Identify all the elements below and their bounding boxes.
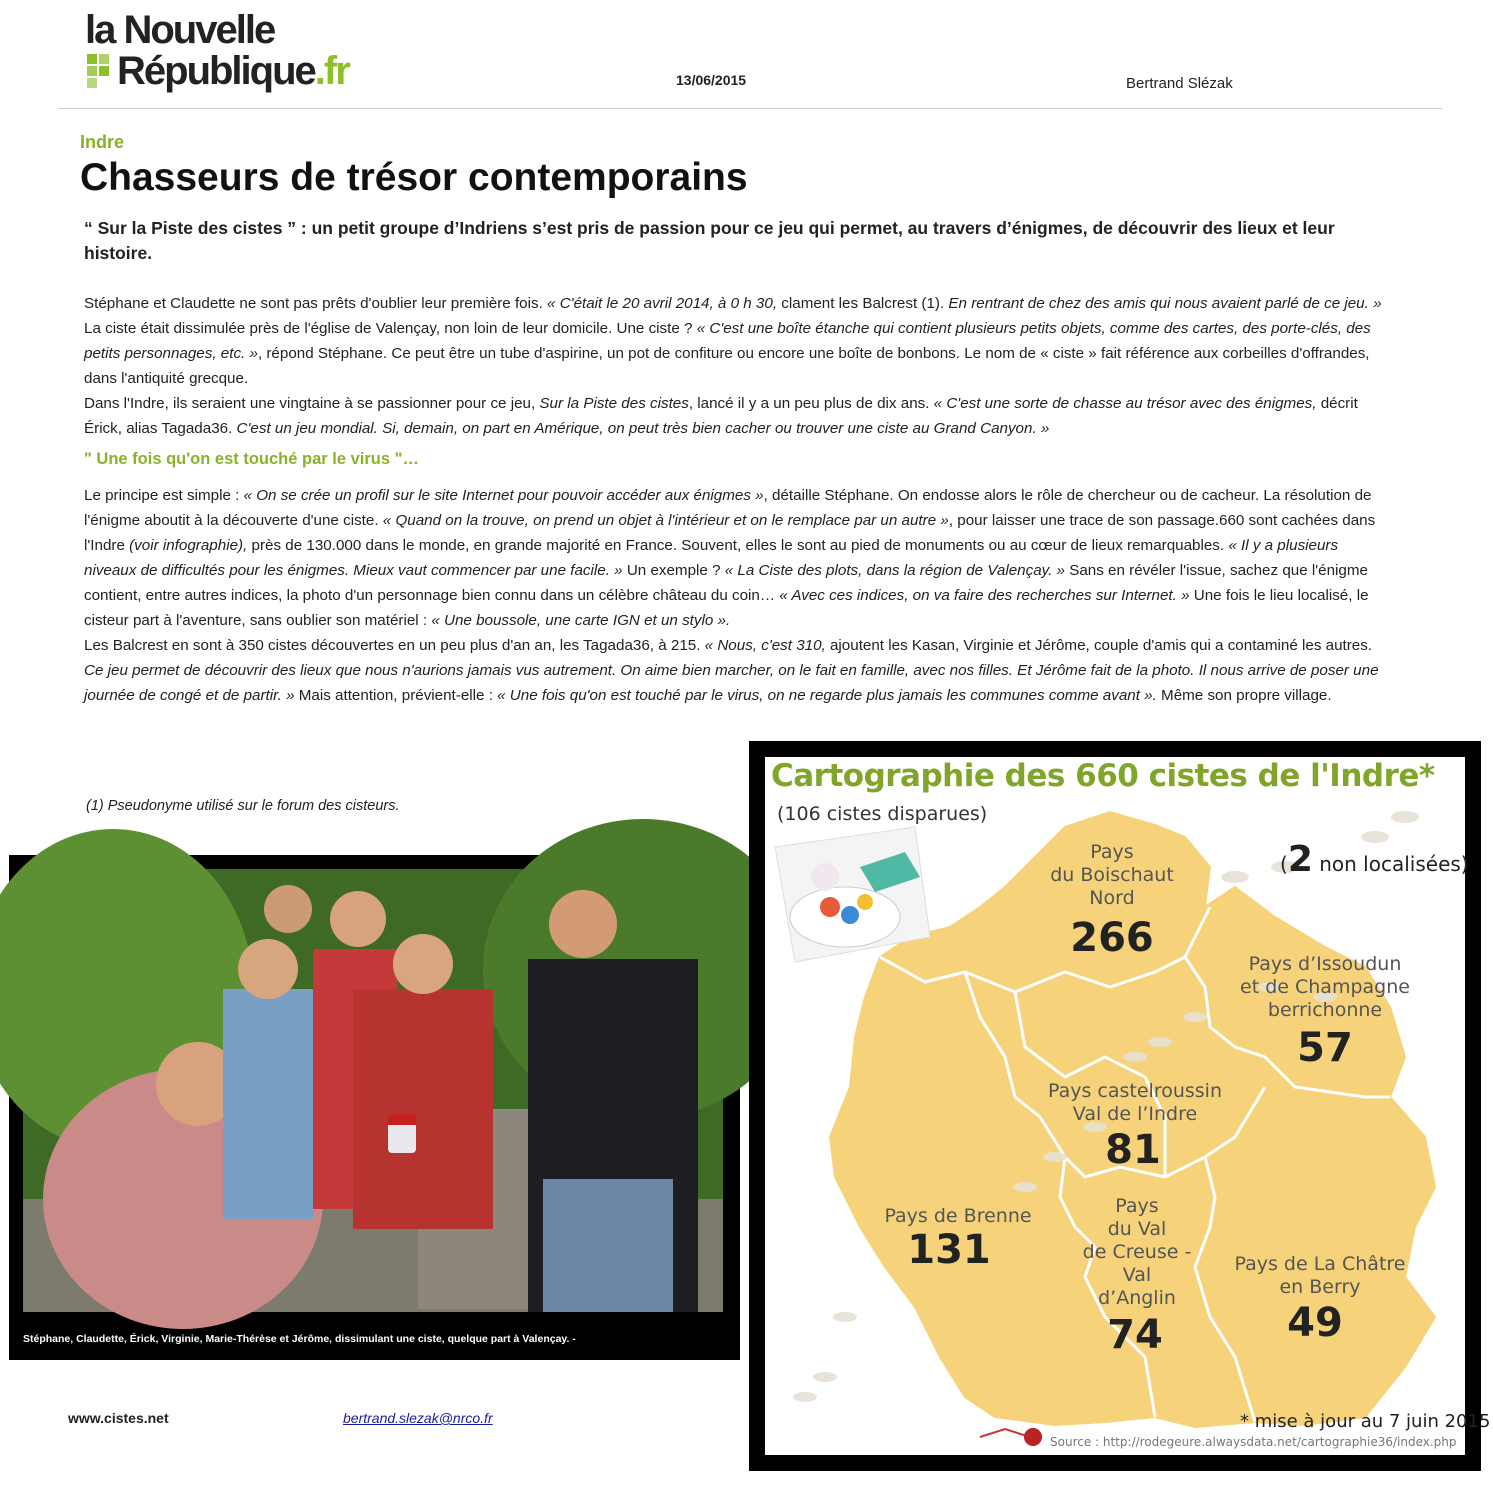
body-text: La ciste était dissimulée près de l'église de Valençay, non loin de leur domicile. Une ciste ? [84, 320, 697, 337]
region-count-creuse: 74 [1107, 1312, 1163, 1358]
region-line: de Creuse - [1082, 1241, 1192, 1263]
paragraph-4 [84, 633, 1394, 708]
quote-text: « Avec ces indices, on va faire des recherches sur Internet. » [779, 587, 1190, 604]
logo-suffix: .fr [314, 49, 349, 93]
section-label: Indre [80, 132, 125, 152]
group-photo [23, 869, 723, 1312]
infographic-subtitle: (106 cistes disparues) [777, 803, 988, 825]
quote-text: « Nous, c'est 310, [704, 637, 830, 654]
photo-frame [9, 855, 740, 1360]
quote-text: Sur la Piste des cistes [539, 395, 689, 412]
region-line: berrichonne [1267, 999, 1383, 1021]
region-line: Pays de Brenne [884, 1205, 1032, 1227]
body-text: Un exemple ? [622, 562, 725, 579]
region-line: en Berry [1279, 1276, 1361, 1298]
body-text: Sans en révéler l'issue, sachez que l'énigme contient, entre autres indices, la photo d'un personnage bien connu dans un célèbre château du coin… [84, 562, 1368, 604]
article-title: Chasseurs de trésor contemporains [80, 156, 748, 199]
article-subheading: " Une fois qu'on est touché par le virus "… [84, 450, 419, 468]
region-line: Pays d’Issoudun [1248, 953, 1402, 975]
region-label-creuse [1077, 1195, 1197, 1310]
logo-mark-icon [87, 54, 111, 88]
quote-text: « On se crée un profil sur le site Internet pour pouvoir accéder aux énigmes » [243, 487, 764, 504]
body-text: Une fois le lieu localisé, le cisteur part à l'aventure, sans oublier son matériel : [84, 587, 1369, 629]
nr-badge-icon [1024, 1428, 1042, 1446]
unlocated-note [1280, 839, 1469, 880]
article-body-part2 [84, 483, 1394, 708]
region-line: Nord [1089, 887, 1135, 909]
footnote: (1) Pseudonyme utilisé sur le forum des cisteurs. [86, 798, 400, 814]
infographic-frame [749, 741, 1491, 1471]
region-label-chatre [1225, 1253, 1415, 1299]
body-text: Dans l'Indre, ils seraient une vingtaine à se passionner pour ce jeu, [84, 395, 540, 412]
region-line: Val de l’Indre [1072, 1103, 1198, 1125]
body-text: Mais attention, prévient-elle : [294, 687, 498, 704]
body-text: , pour laisser une trace de son passage.660 sont cachées dans l'Indre [84, 512, 1376, 554]
infographic-title: Cartographie des 660 cistes de l'Indre* [771, 758, 1435, 794]
body-text: près de 130.000 dans le monde, en grande majorité en France. Souvent, elles le sont au pied de monuments ou au cœur de lieux remarquables. [251, 537, 1229, 554]
region-line: du Val [1107, 1218, 1167, 1240]
author-name: Bertrand Slézak [1126, 75, 1233, 92]
author-email-link[interactable]: bertrand.slezak@nrco.fr [343, 1410, 493, 1426]
infographic [765, 757, 1491, 1455]
website-link[interactable]: www.cistes.net [68, 1410, 169, 1426]
quote-text: « Une fois qu'on est touché par le virus, on ne regarde plus jamais les communes comme avant ». [497, 687, 1157, 704]
region-line: du Boischaut [1050, 864, 1174, 886]
body-text: , détaille Stéphane. On endosse alors le rôle de chercheur ou de cacheur. La résolution de l'énigme aboutit à la découverte d'une ciste. [84, 487, 1372, 529]
region-count-issoudun: 57 [1297, 1025, 1353, 1071]
update-note: * mise à jour au 7 juin 2015 [1240, 1411, 1491, 1432]
header-divider [58, 108, 1442, 109]
body-text: Même son propre village. [1156, 687, 1332, 704]
region-line: d’Anglin [1098, 1287, 1176, 1309]
quote-text: « Une boussole, une carte IGN et un stylo ». [431, 612, 731, 629]
quote-text: « Il y a plusieurs niveaux de difficultés pour les énigmes. Mieux vaut commencer par une facile. » [84, 537, 1339, 579]
logo-line2 [117, 48, 349, 94]
body-text: clament les Balcrest (1). [781, 295, 949, 312]
body-text: , répond Stéphane. Ce peut être un tube d'aspirine, un pot de confiture ou encore une boîte de bonbons. Le nom de « ciste » fait référence aux corbeilles d'offrandes, dans l'antiquité grecque. [84, 345, 1370, 387]
quote-text: « Quand on la trouve, on prend un objet à l'intérieur et on le remplace par un autre » [382, 512, 949, 529]
region-label-boischaut [1027, 841, 1197, 910]
unlocated-open: ( [1280, 852, 1288, 876]
region-count-boischaut: 266 [1070, 915, 1154, 961]
quote-text: « C'est une sorte de chasse au trésor avec des énigmes, [933, 395, 1321, 412]
body-text: Stéphane et Claudette ne sont pas prêts d'oublier leur première fois. [84, 295, 548, 312]
quote-text: (voir infographie), [129, 537, 252, 554]
publication-date: 13/06/2015 [676, 72, 747, 88]
infographic-source: Source : http://rodegeure.alwaysdata.net/cartographie36/index.php [1050, 1435, 1457, 1449]
unlocated-count: 2 [1287, 839, 1313, 880]
quote-text: Ce jeu permet de découvrir des lieux que nous n'aurions jamais vus autrement. On aime bien marcher, on le fait en famille, avec nos filles. Et Jérôme fait de la photo. Il nous arrive de poser une journée de congé et de partir. » [84, 662, 1379, 704]
region-count-castelroussin: 81 [1105, 1127, 1161, 1173]
article-body-part1 [84, 291, 1394, 441]
region-label-issoudun [1230, 953, 1420, 1022]
logo-name: République [117, 49, 315, 93]
region-count-brenne: 131 [907, 1227, 991, 1273]
logo-line1: la Nouvelle [85, 8, 275, 52]
body-text: décrit Érick, alias Tagada36. [84, 395, 1358, 437]
photo-caption: Stéphane, Claudette, Érick, Virginie, Marie-Thérèse et Jérôme, dissimulant une ciste, quelque part à Valençay. - [23, 1333, 576, 1345]
quote-text: C'est un jeu mondial. Si, demain, on part en Amérique, on peut très bien cacher ou trouver une ciste au Grand Canyon. » [236, 420, 1050, 437]
region-line: Pays de La Châtre [1234, 1253, 1406, 1275]
region-line: Pays castelroussin [1047, 1080, 1222, 1102]
quote-text: « C'est une boîte étanche qui contient plusieurs petits objets, comme des cartes, des porte-clés, des petits personnages, etc. » [84, 320, 1371, 362]
site-logo[interactable] [85, 8, 415, 98]
body-text: , lancé il y a un peu plus de dix ans. [688, 395, 934, 412]
paragraph-1 [84, 291, 1394, 391]
article-lead: “ Sur la Piste des cistes ” : un petit groupe d’Indriens s’est pris de passion pour ce jeu qui permet, au travers d’énigmes, de découvrir des lieux et leur histoire. [84, 218, 1335, 263]
region-line: et de Champagne [1240, 976, 1410, 998]
unlocated-label: non localisées) [1319, 852, 1469, 876]
paragraph-3 [84, 483, 1394, 633]
region-label-brenne [873, 1205, 1043, 1228]
body-text: ajoutent les Kasan, Virginie et Jérôme, couple d'amis qui a contaminé les autres. [829, 637, 1373, 654]
body-text: Les Balcrest en sont à 350 cistes découvertes en un peu plus d'an an, les Tagada36, à 215. [84, 637, 705, 654]
body-text: Le principe est simple : [84, 487, 244, 504]
ciste-box-icon [775, 827, 930, 962]
quote-text: « La Ciste des plots, dans la région de Valençay. » [724, 562, 1065, 579]
quote-text: « C'était le 20 avril 2014, à 0 h 30, [547, 295, 782, 312]
nr-logo-icon [980, 1429, 1030, 1437]
region-count-chatre: 49 [1287, 1300, 1343, 1346]
quote-text: En rentrant de chez des amis qui nous avaient parlé de ce jeu. » [948, 295, 1382, 312]
paragraph-2 [84, 391, 1394, 441]
region-label-castelroussin [1035, 1080, 1235, 1126]
region-line: Pays [1090, 841, 1134, 863]
region-line: Pays [1115, 1195, 1159, 1217]
region-line: Val [1122, 1264, 1152, 1286]
